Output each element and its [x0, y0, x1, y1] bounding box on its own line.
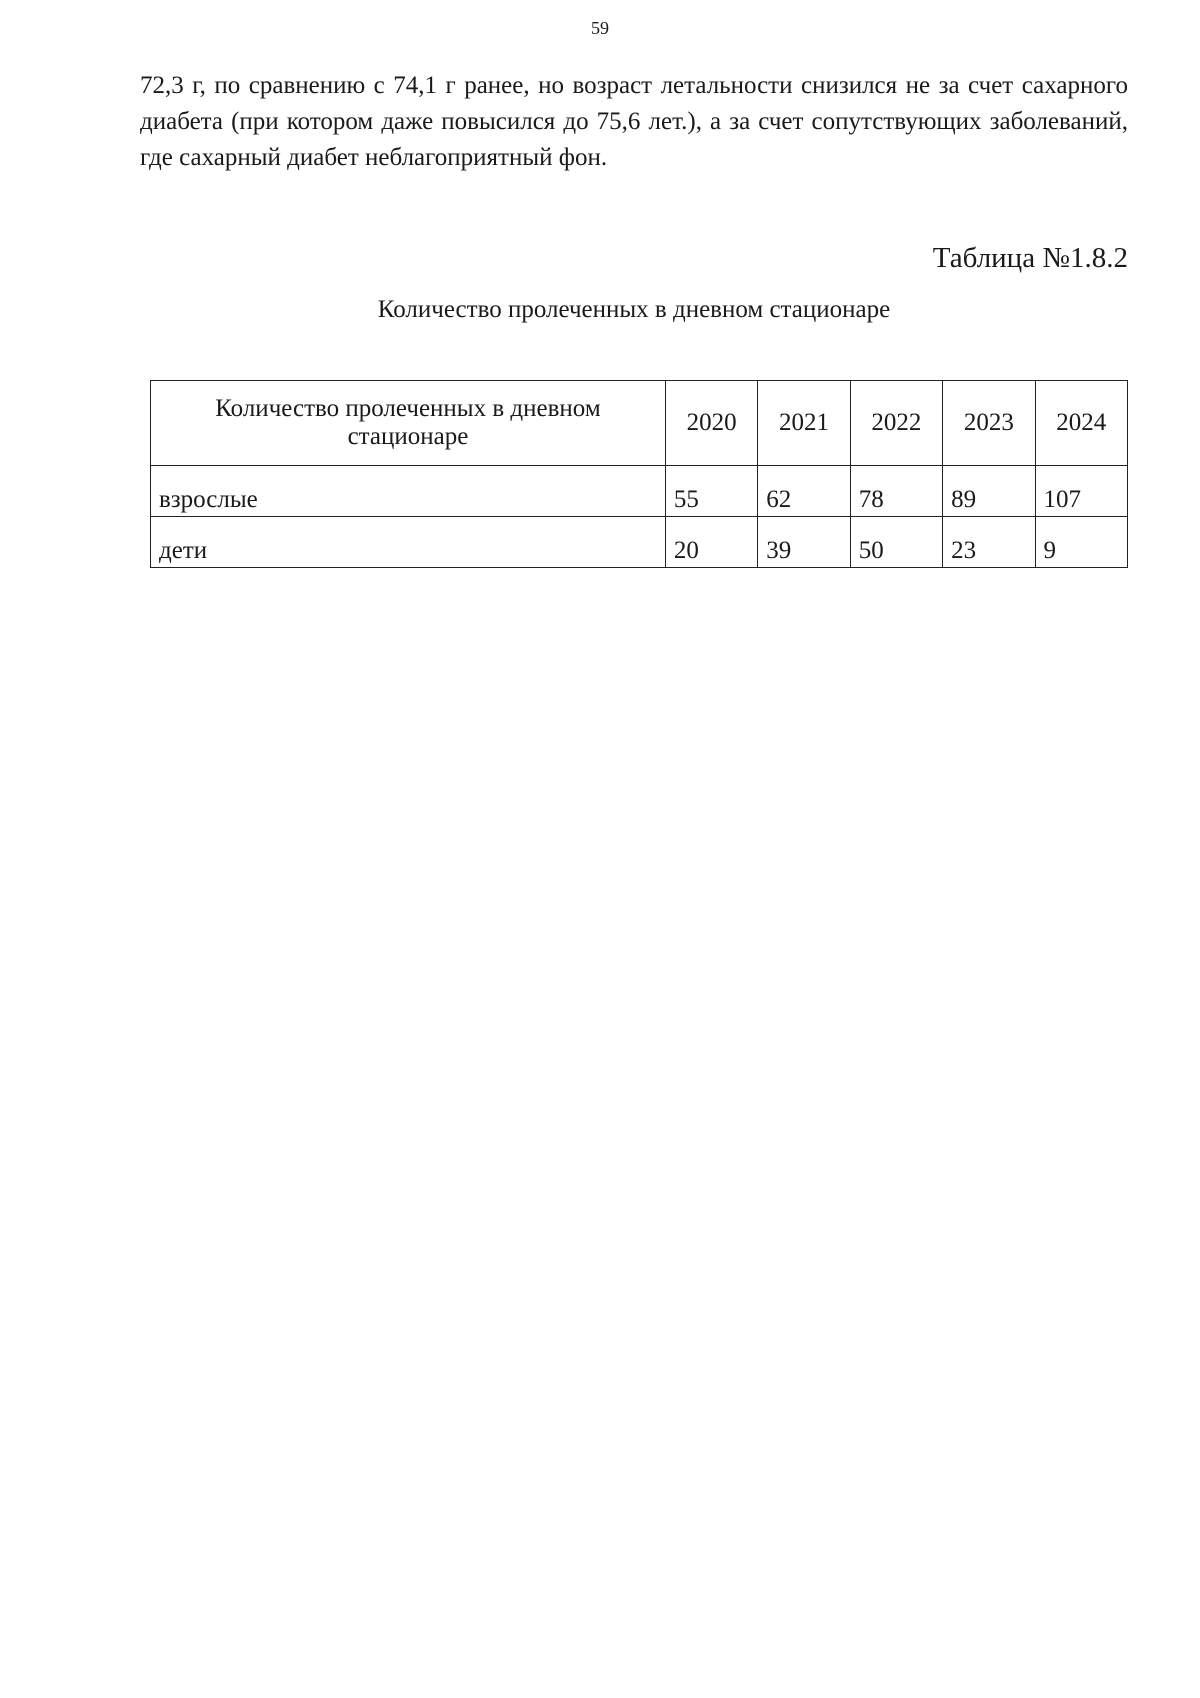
value-cell: 20 — [665, 517, 757, 568]
table-caption: Количество пролеченных в дневном стационаре — [377, 296, 891, 323]
value-cell: 78 — [850, 466, 942, 517]
value-cell: 107 — [1035, 466, 1127, 517]
row-label-cell: взрослые — [151, 466, 666, 517]
value-cell: 89 — [943, 466, 1035, 517]
page-number: 59 — [591, 18, 609, 38]
table-number-label: Таблица №1.8.2 — [932, 242, 1128, 274]
value-cell: 50 — [850, 517, 942, 568]
row-label-cell: дети — [151, 517, 666, 568]
value-cell: 23 — [943, 517, 1035, 568]
value-cell: 62 — [758, 466, 850, 517]
value-cell: 55 — [665, 466, 757, 517]
body-paragraph: 72,3 г, по сравнению с 74,1 г ранее, но возраст летальности снизился не за счет сахарного диабета (при котором даже повысился до 75,6 лет.), а за счет сопутствующих заболеваний, где сахарный диабет неблагоприятный фон. — [140, 72, 1128, 171]
header-year-cell: 2023 — [943, 381, 1035, 466]
data-table — [150, 380, 1128, 568]
header-year-cell: 2020 — [665, 381, 757, 466]
header-year-cell: 2021 — [758, 381, 850, 466]
table-row-children — [151, 517, 1128, 568]
header-year-cell: 2024 — [1035, 381, 1127, 466]
table-row-adults — [151, 466, 1128, 517]
value-cell: 39 — [758, 517, 850, 568]
header-year-cell: 2022 — [850, 381, 942, 466]
header-label-cell: Количество пролеченных в дневном стационаре — [151, 381, 666, 466]
value-cell: 9 — [1035, 517, 1127, 568]
table-header-row — [151, 381, 1128, 466]
